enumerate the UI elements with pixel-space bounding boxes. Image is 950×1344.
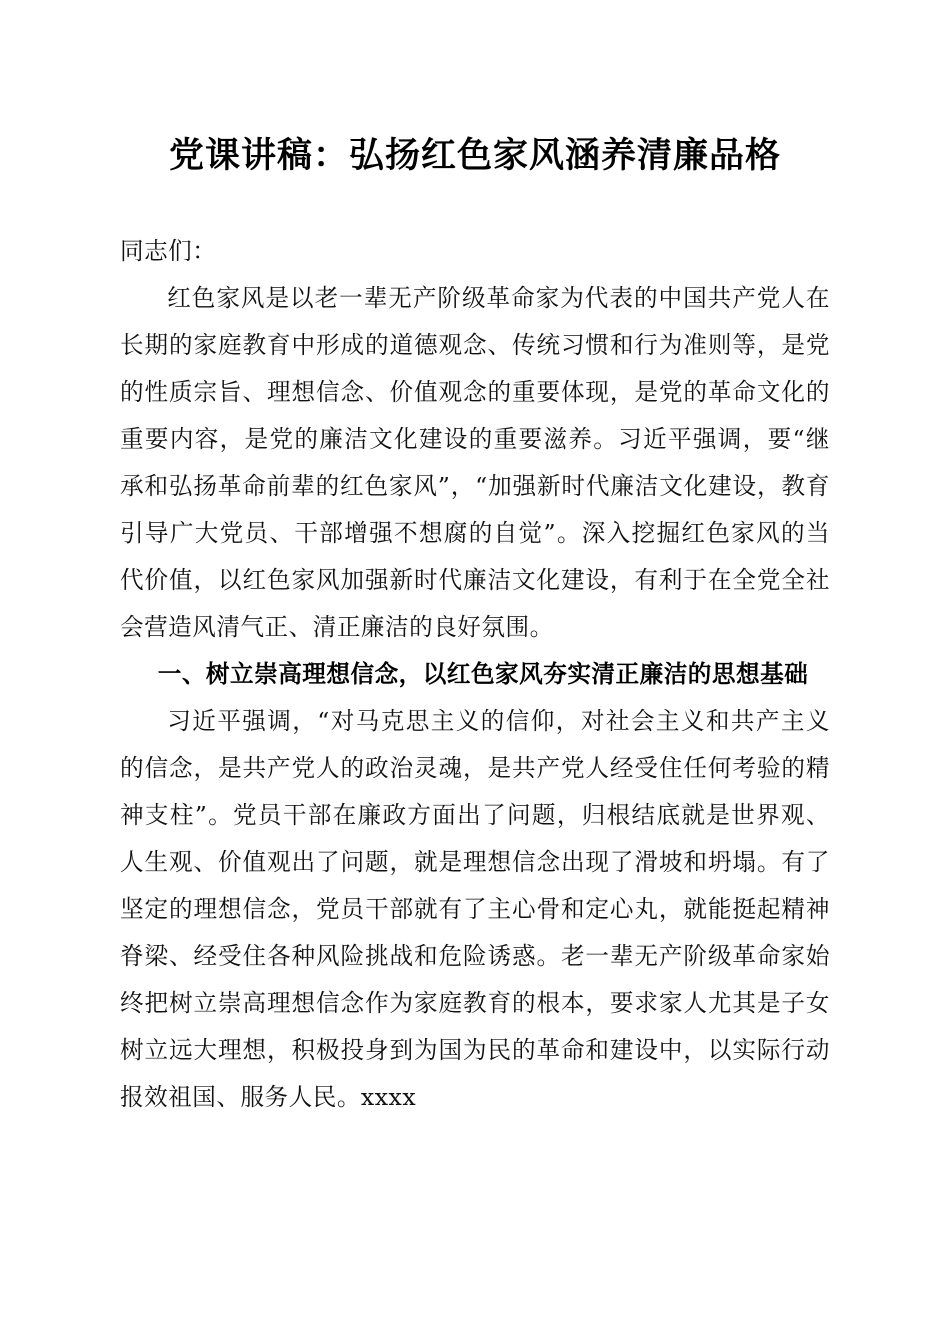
section-heading-1: 一、树立崇高理想信念，以红色家风夯实清正廉洁的思想基础 <box>157 660 809 688</box>
salutation: 同志们： <box>120 237 217 265</box>
document-body <box>120 228 830 1121</box>
paragraph-section-1: 习近平强调，“对马克思主义的信仰，对社会主义和共产主义的信念，是共产党人的政治灵魂，是共产党人经受住任何考验的精神支柱”。党员干部在廉政方面出了问题，归根结底就是世界观、人生观、价值观出了问题，就是理想信念出现了滑坡和坍塌。有了坚定的理想信念，党员干部就有了主心骨和定心丸，就能挺起精神脊梁、经受住各种风险挑战和危险诱惑。老一辈无产阶级革命家始终把树立崇高理想信念作为家庭教育的根本，要求家人尤其是子女树立远大理想，积极投身到为国为民的革命和建设中，以实际行动报效祖国、服务人民。xxxx <box>120 707 830 1111</box>
document-title: 党课讲稿：弘扬红色家风涵养清廉品格 <box>168 135 781 176</box>
paragraph-intro: 红色家风是以老一辈无产阶级革命家为代表的中国共产党人在长期的家庭教育中形成的道德观念、传统习惯和行为准则等，是党的性质宗旨、理想信念、价值观念的重要体现，是党的革命文化的重要内容，是党的廉洁文化建设的重要滋养。习近平强调，要“继承和弘扬革命前辈的红色家风”，“加强新时代廉洁文化建设，教育引导广大党员、干部增强不想腐的自觉”。深入挖掘红色家风的当代价值，以红色家风加强新时代廉洁文化建设，有利于在全党全社会营造风清气正、清正廉洁的良好氛围。 <box>120 284 830 641</box>
